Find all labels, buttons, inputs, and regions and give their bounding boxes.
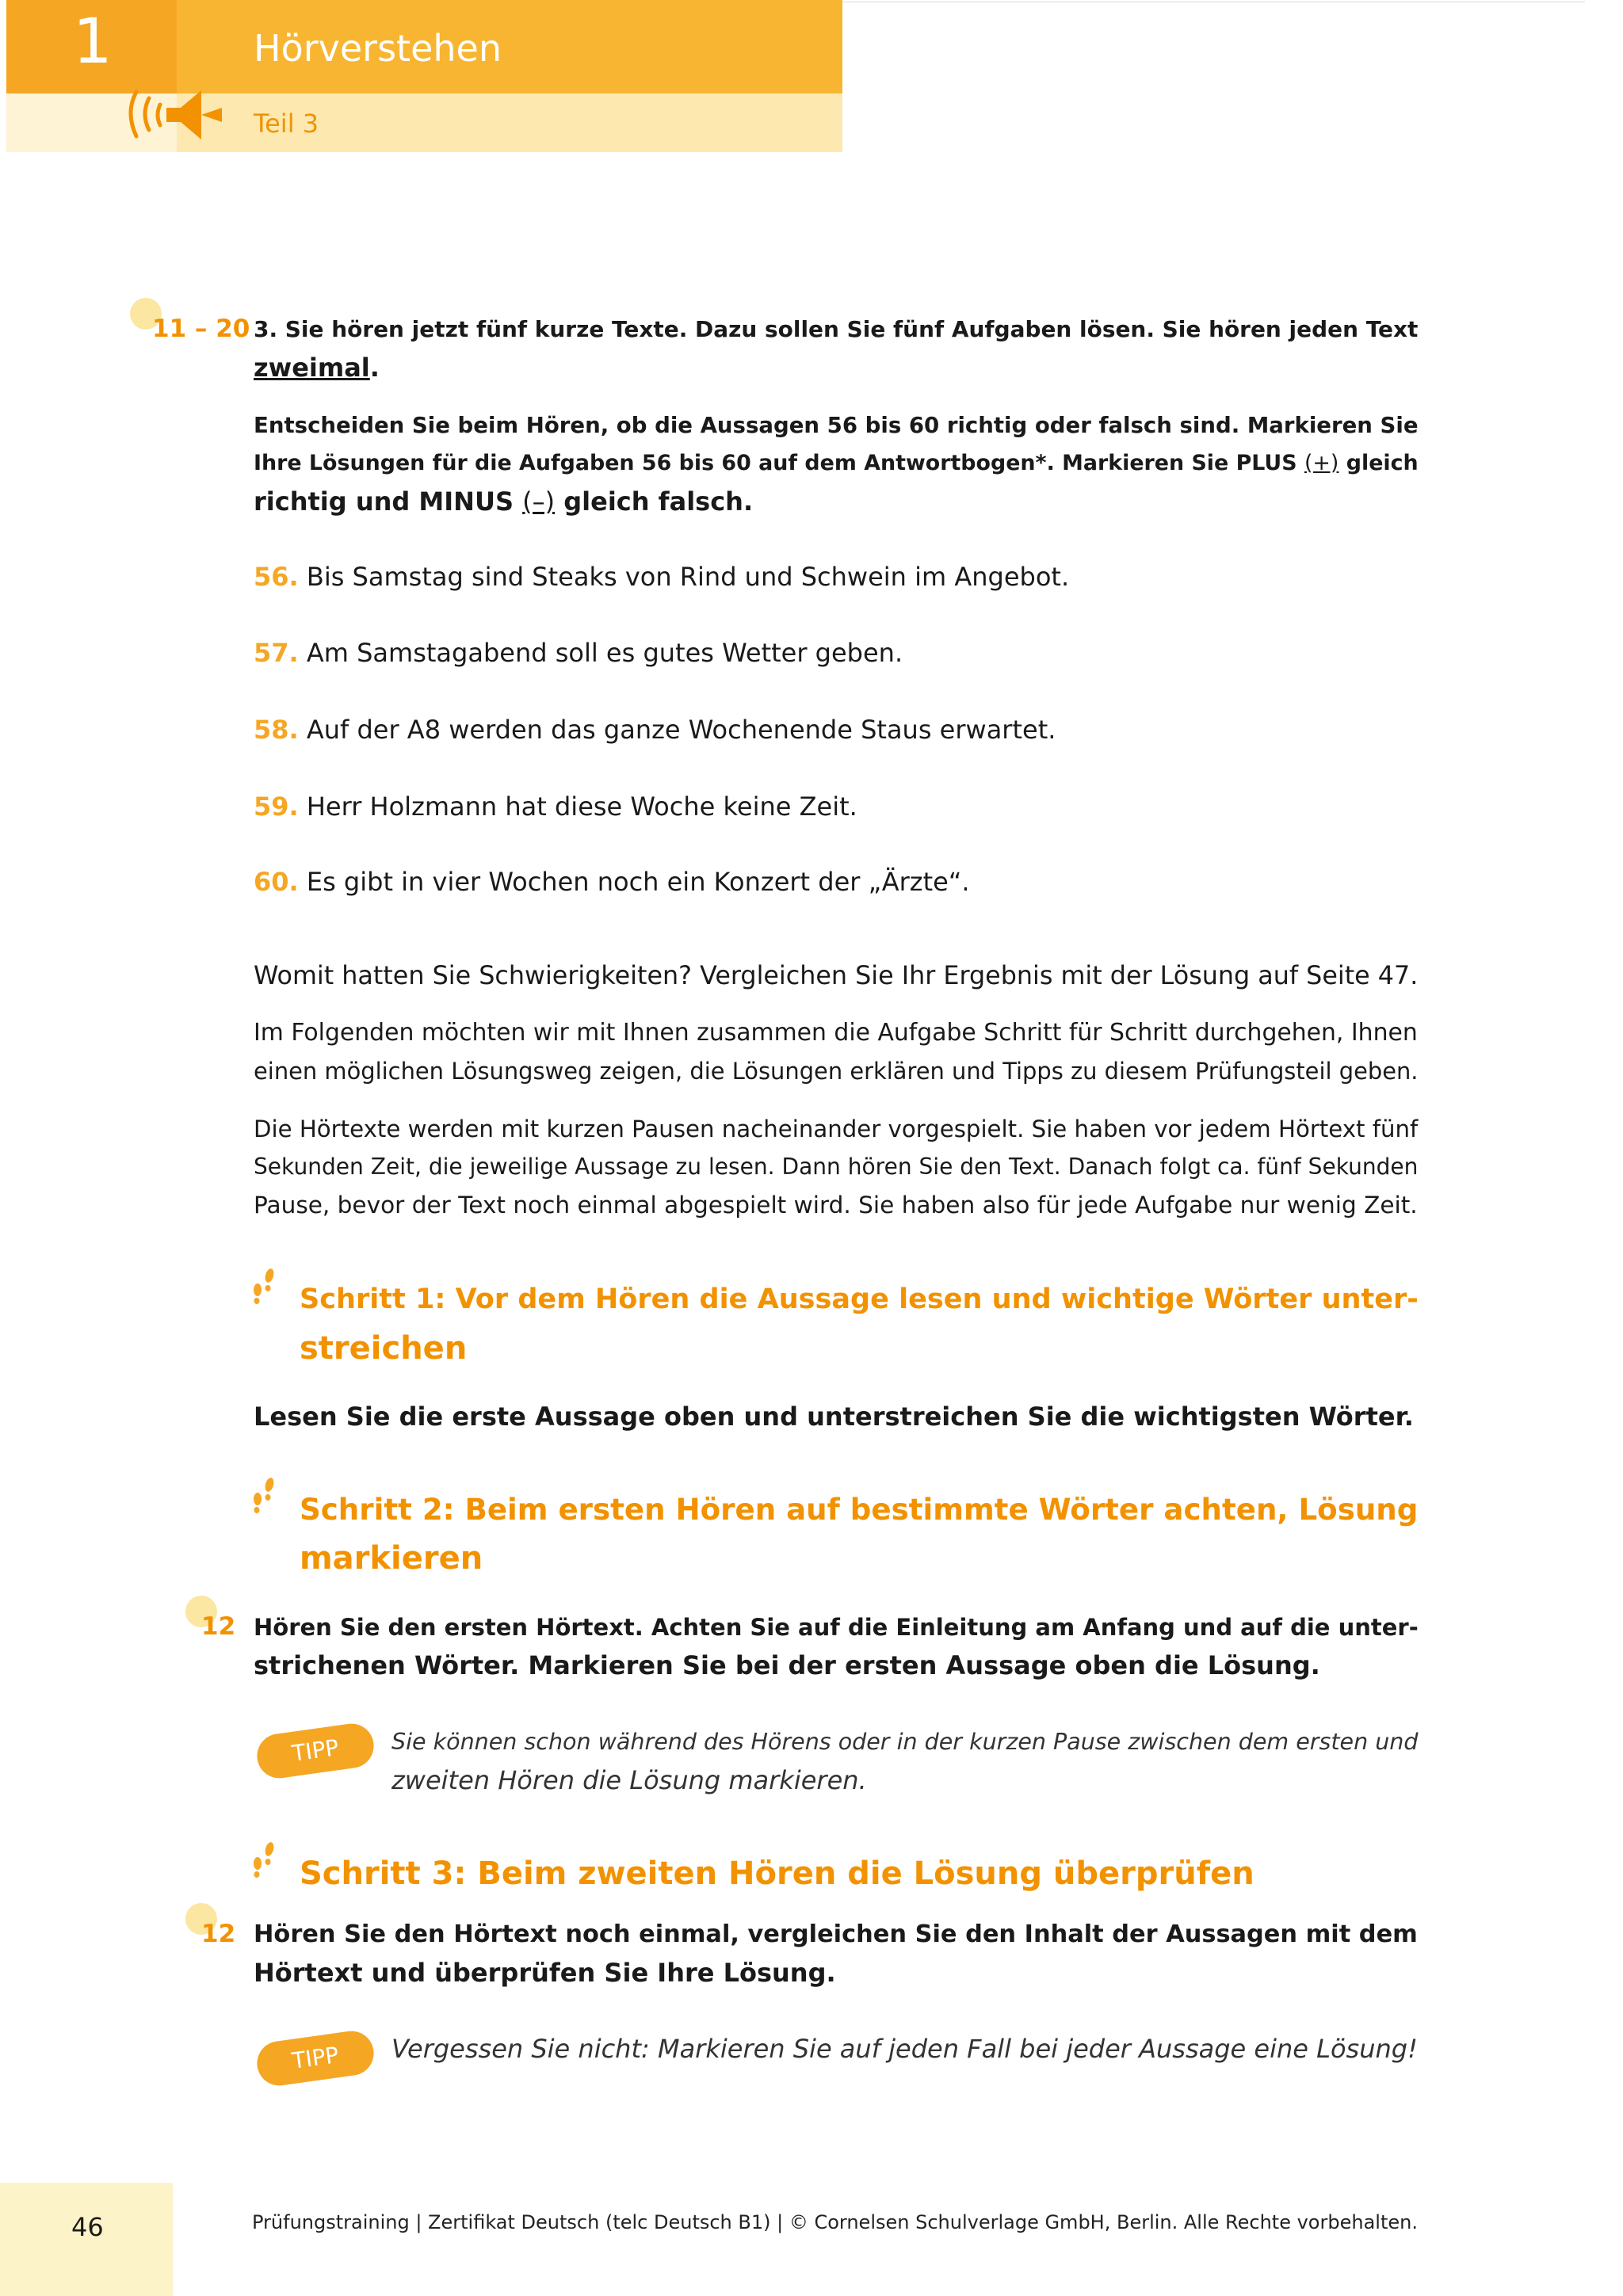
cd-track-number: 12 — [201, 1612, 236, 1641]
minus-symbol: (–) — [522, 486, 556, 517]
step-2-title-l2: markieren — [300, 1540, 483, 1577]
paragraph-procedure-l2: Sekunden Zeit, die jeweilige Aussage zu lesen. Dann hören Sie den Text. Danach folgt ca. fünf Sekunden — [254, 1154, 1419, 1180]
statement-number: 58. — [254, 715, 299, 745]
underlined-word: zweimal — [254, 353, 370, 383]
step-1-title-l1: Schritt 1: Vor dem Hören die Aussage lesen und wichtige Wörter unter- — [300, 1283, 1419, 1315]
step-3-instruction-l1: Hören Sie den Hörtext noch einmal, vergleichen Sie den Inhalt der Aussagen mit dem — [254, 1920, 1418, 1948]
section-part: Teil 3 — [254, 109, 319, 139]
cd-track-number: 11 – 20 — [152, 315, 250, 343]
step-3-instruction-l2: Hörtext und überprüfen Sie Ihre Lösung. — [254, 1958, 836, 1988]
plus-symbol: (+) — [1304, 451, 1339, 475]
step-2-instruction-l1: Hören Sie den ersten Hörtext. Achten Sie auf die Einleitung am Anfang und auf die unter- — [254, 1614, 1419, 1641]
section-title: Hörverstehen — [254, 27, 502, 70]
footsteps-icon — [250, 1475, 277, 1515]
cd-track-number: 12 — [201, 1920, 236, 1948]
statement-58: 58. Auf der A8 werden das ganze Wochenende Staus erwartet. — [254, 715, 1056, 745]
statement-56: 56. Bis Samstag sind Steaks von Rind und Schwein im Angebot. — [254, 562, 1070, 592]
statement-60: 60. Es gibt in vier Wochen noch ein Konzert der „Ärzte“. — [254, 867, 970, 897]
task-intro-line1: 3. Sie hören jetzt fünf kurze Texte. Dazu sollen Sie fünf Aufgaben lösen. Sie hören jeden Text — [254, 316, 1419, 342]
statement-number: 57. — [254, 638, 299, 668]
step-1-instruction: Lesen Sie die erste Aussage oben und unterstreichen Sie die wichtigsten Wörter. — [254, 1402, 1414, 1432]
statement-number: 59. — [254, 791, 299, 822]
tipp-text-l2: zweiten Hören die Lösung markieren. — [391, 1765, 867, 1795]
instruction-line1: Entscheiden Sie beim Hören, ob die Aussagen 56 bis 60 richtig oder falsch sind. Markieren Sie — [254, 412, 1419, 438]
statement-number: 56. — [254, 562, 299, 592]
tipp-text-l1: Sie können schon während des Hörens oder in der kurzen Pause zwischen dem ersten und — [391, 1729, 1419, 1755]
step-2-instruction-l2: strichenen Wörter. Markieren Sie bei der ersten Aussage oben die Lösung. — [254, 1650, 1320, 1680]
paragraph-intro-l1: Im Folgenden möchten wir mit Ihnen zusammen die Aufgabe Schritt für Schritt durchgehen, Ihnen — [254, 1019, 1418, 1047]
tipp-text: Vergessen Sie nicht: Markieren Sie auf jeden Fall bei jeder Aussage eine Lösung! — [391, 2034, 1418, 2064]
paragraph-difficulties: Womit hatten Sie Schwierigkeiten? Vergleichen Sie Ihr Ergebnis mit der Lösung auf Seite 47. — [254, 962, 1419, 990]
footer-credits: Prüfungstraining | Zertifikat Deutsch (telc Deutsch B1) | © Cornelsen Schulverlage GmbH, Berlin. Alle Rechte vorbehalten. — [252, 2211, 1418, 2233]
footsteps-icon — [250, 1840, 277, 1879]
step-2-title-l1: Schritt 2: Beim ersten Hören auf bestimmte Wörter achten, Lösung — [300, 1492, 1419, 1527]
paragraph-procedure-l3: Pause, bevor der Text noch einmal abgespielt wird. Sie haben also für jede Aufgabe nur wenig Zeit. — [254, 1192, 1418, 1219]
page-number: 46 — [71, 2212, 104, 2242]
statement-57: 57. Am Samstagabend soll es gutes Wetter geben. — [254, 638, 903, 668]
step-1-title-l2: streichen — [300, 1330, 468, 1367]
paragraph-intro-l2: einen möglichen Lösungsweg zeigen, die Lösungen erklären und Tipps zu diesem Prüfungsteil geben. — [254, 1058, 1419, 1085]
instruction-line3: richtig und MINUS (–) gleich falsch. — [254, 486, 754, 517]
tipp-badge: TIPP — [254, 1721, 376, 1781]
statement-number: 60. — [254, 867, 299, 897]
tipp-badge: TIPP — [254, 2028, 376, 2088]
task-intro-line2: zweimal. — [254, 353, 380, 383]
chapter-number: 1 — [73, 6, 113, 78]
step-3-title: Schritt 3: Beim zweiten Hören die Lösung überprüfen — [300, 1855, 1254, 1892]
paragraph-procedure-l1: Die Hörtexte werden mit kurzen Pausen nacheinander vorgespielt. Sie haben vor jedem Hörtext fünf — [254, 1116, 1419, 1142]
instruction-line2: Ihre Lösungen für die Aufgaben 56 bis 60 auf dem Antwortbogen*. Markieren Sie PLUS (+) gleich — [254, 451, 1419, 475]
speaker-icon — [119, 76, 230, 152]
statement-59: 59. Herr Holzmann hat diese Woche keine Zeit. — [254, 791, 857, 822]
footsteps-icon — [250, 1266, 277, 1306]
